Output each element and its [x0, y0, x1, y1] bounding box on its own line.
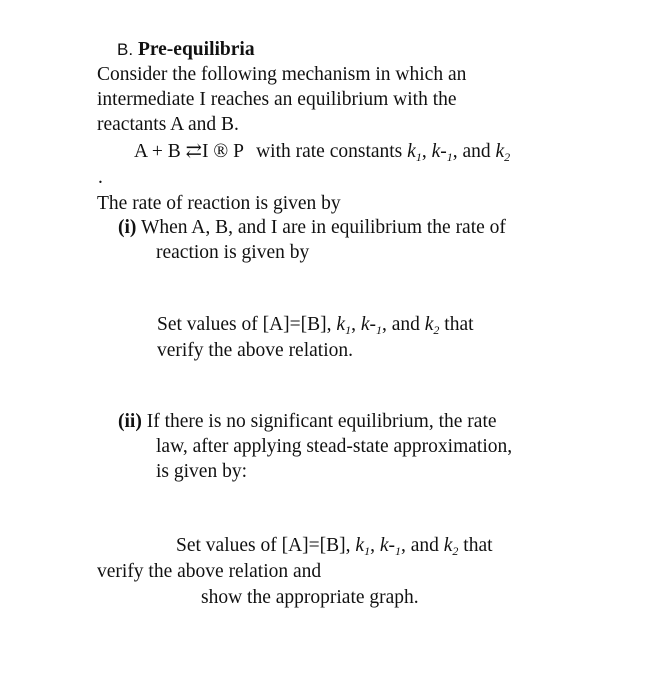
part-i-set-values: Set values of [A]=[B], $k_1$, $k-_1$, and $k_2$ that [157, 314, 474, 337]
intro-line-2: intermediate I reaches an equilibrium with the [97, 89, 457, 110]
mechanism-product: P [233, 141, 244, 162]
intro-line-3: reactants A and B. [97, 114, 239, 135]
part-i-verify: verify the above relation. [157, 340, 353, 361]
part-i-label: (i) [118, 217, 137, 238]
mechanism-phrase: with rate constants [256, 141, 403, 162]
part-ii-set-values: Set values of [A]=[B], $k_1$, $k-_1$, and $k_2$ that [176, 535, 493, 558]
section-heading [117, 38, 255, 62]
k1-symbol: $k_1$ [407, 141, 422, 164]
part-ii-line-1: (ii) If there is no significant equilibrium, the rate [118, 411, 497, 432]
equilibrium-arrow-icon: ⇄ [185, 141, 202, 162]
section-title: Pre-equilibria [137, 39, 255, 60]
intro-line-1: Consider the following mechanism in which an [97, 64, 467, 85]
mechanism-reactants: A + B [134, 141, 181, 162]
part-i-line-1: (i) When A, B, and I are in equilibrium the rate of [118, 217, 506, 238]
part-ii-verify: verify the above relation and [97, 561, 322, 582]
k2-symbol: $k_2$ [495, 141, 511, 164]
section-letter: B. [117, 40, 134, 59]
part-ii-graph: show the appropriate graph. [201, 587, 419, 608]
stray-dot: . [98, 167, 103, 188]
part-i-line-2: reaction is given by [156, 242, 310, 263]
mechanism-line: A + B ⇄I ® P with rate constants $k_1$, $k-_1$, and $k_2$ [134, 141, 511, 164]
part-ii-line-3: is given by: [156, 461, 247, 482]
k-1-symbol: $k-_1$ [431, 141, 453, 164]
part-ii-line-2: law, after applying stead-state approximation, [156, 436, 513, 457]
forward-arrow-symbol: ® [213, 141, 229, 162]
mechanism-intermediate: I [201, 141, 209, 162]
part-ii-label: (ii) [118, 411, 142, 432]
rate-intro: The rate of reaction is given by [97, 193, 341, 214]
